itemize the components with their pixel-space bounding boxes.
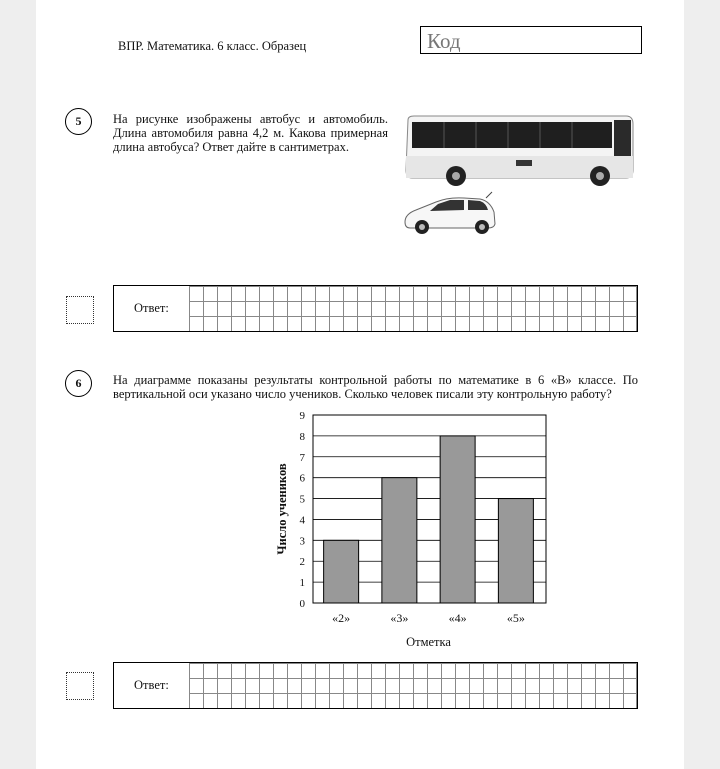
code-field[interactable]	[420, 26, 642, 54]
task-6-text	[113, 373, 638, 401]
chart-y-tick-label: 4	[299, 514, 305, 527]
task-6-answer-grid[interactable]	[189, 663, 637, 708]
task-5-answer-label: Ответ:	[134, 301, 169, 315]
chart-bar	[440, 436, 475, 603]
chart-y-tick-label: 2	[299, 556, 305, 569]
task-5-number: 5	[65, 108, 92, 135]
task-5-answer-frame	[113, 285, 638, 332]
chart-x-tick-label: «4»	[448, 611, 467, 625]
header-title: ВПР. Математика. 6 класс. Образец	[118, 39, 307, 53]
task-6-number: 6	[65, 370, 92, 397]
chart-y-tick-label: 0	[299, 598, 305, 610]
code-label: Код	[427, 29, 461, 53]
chart-y-tick-label: 8	[299, 430, 305, 443]
task-6-line-2: вертикальной оси указано число учеников. Сколько человек писали эту контрольную работу?	[113, 387, 612, 401]
task-6-answer-frame	[113, 662, 638, 709]
chart-y-axis-title: Число учеников	[275, 463, 289, 555]
chart-y-tick-label: 7	[299, 451, 305, 464]
chart-bar	[324, 540, 359, 603]
bar-chart	[231, 405, 525, 649]
chart-bar	[498, 499, 533, 603]
task-6-line-1: На диаграмме показаны результаты контрольной работы по математике в 6 «В» классе. По	[113, 373, 638, 387]
task-6-score-box[interactable]	[66, 672, 94, 700]
task-6-answer-label: Ответ:	[134, 678, 169, 692]
chart-x-axis-title: Отметка	[406, 635, 451, 649]
worksheet-page	[36, 0, 684, 769]
bus-image	[404, 112, 636, 190]
task-5-line-1: На рисунке изображены автобус и автомобиль.	[113, 112, 388, 126]
car-image	[402, 192, 498, 236]
chart-bar	[382, 478, 417, 603]
task-5-line-2: Длина автомобиля равна 4,2 м. Какова примерная	[113, 126, 388, 140]
chart-x-tick-label: «5»	[506, 611, 525, 625]
chart-y-tick-label: 3	[299, 535, 305, 548]
task-5-score-box[interactable]	[66, 296, 94, 324]
chart-y-tick-label: 1	[299, 577, 305, 590]
chart-y-tick-label: 9	[299, 410, 305, 422]
chart-x-tick-label: «3»	[390, 611, 409, 625]
task-5-answer-grid[interactable]	[189, 286, 637, 331]
chart-y-tick-label: 6	[299, 472, 305, 485]
task-5-line-3: длина автобуса? Ответ дайте в сантиметрах.	[113, 140, 349, 154]
chart-x-tick-label: «2»	[332, 611, 351, 625]
task-5-text	[113, 112, 388, 154]
chart-y-tick-label: 5	[299, 493, 305, 506]
